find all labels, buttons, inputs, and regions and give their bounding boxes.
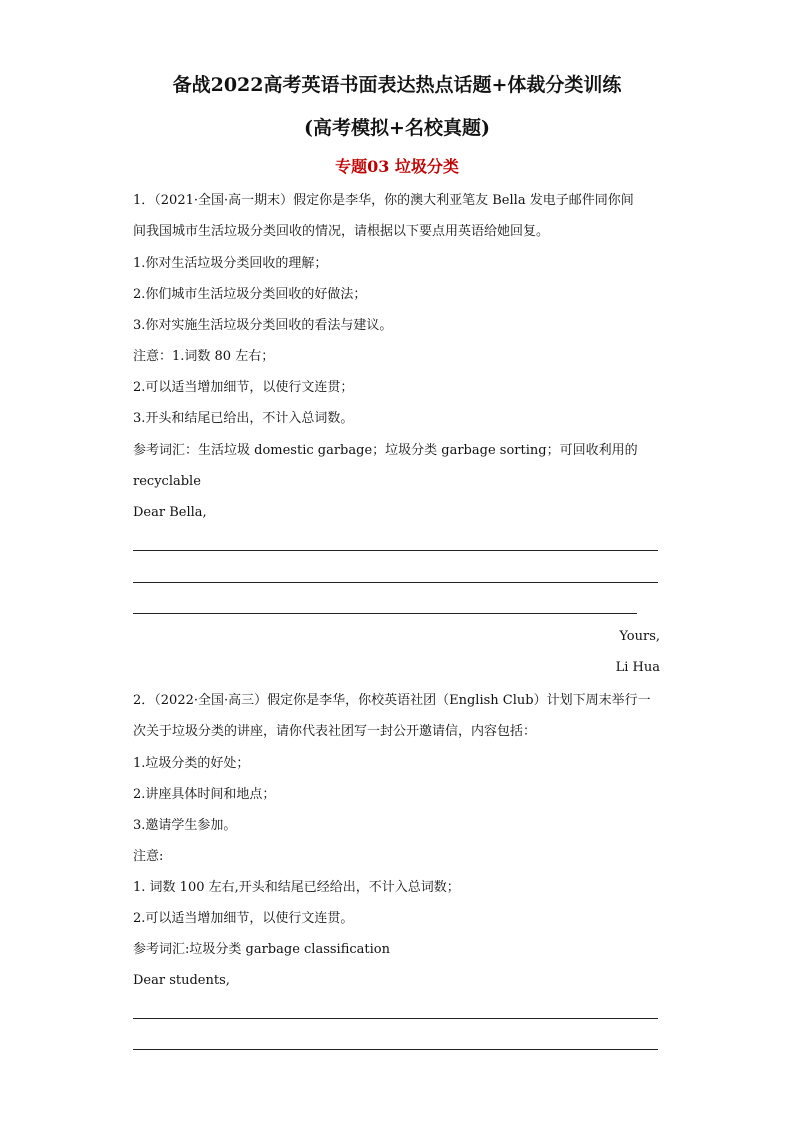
q1-prompt-line: 1．（2021·全国·高一期末）假定你是李华，你的澳大利亚笔友 Bella 发电子邮件同你间 (133, 193, 634, 208)
q2-note-1: 1. 词数 100 左右,开头和结尾已经给出，不计入总词数； (133, 880, 460, 895)
q2-vocab: 参考词汇:垃圾分类 garbage classification (133, 942, 390, 957)
q1-closing: Yours, (619, 629, 660, 644)
q1-prompt-line: 间我国城市生活垃圾分类回收的情况，请根据以下要点用英语给她回复。 (133, 224, 550, 239)
document-subtitle-source: (高考模拟+名校真题) (304, 117, 490, 139)
q2-prompt-line: 2．（2022·全国·高三）假定你是李华，你校英语社团（English Club）计划下周末举行一 (133, 693, 651, 708)
q1-note-1: 注意：1.词数 80 左右； (133, 349, 275, 364)
q2-answer-line-1[interactable] (133, 1018, 658, 1019)
q2-point-1: 1.垃圾分类的好处； (133, 756, 250, 771)
topic-heading: 专题03 垃圾分类 (335, 157, 459, 176)
document-title: 备战2022高考英语书面表达热点话题+体裁分类训练 (172, 74, 622, 96)
q1-answer-line-1[interactable] (133, 550, 658, 551)
q2-note-2: 2.可以适当增加细节，以使行文连贯。 (133, 911, 354, 926)
q1-point-3: 3.你对实施生活垃圾分类回收的看法与建议。 (133, 318, 393, 333)
q1-answer-line-2[interactable] (133, 582, 658, 583)
q2-point-3: 3.邀请学生参加。 (133, 818, 237, 833)
q2-salutation: Dear students, (133, 973, 230, 988)
q2-note-heading: 注意: (133, 849, 164, 864)
q1-vocab: 参考词汇：生活垃圾 domestic garbage；垃圾分类 garbage sorting；可回收利用的 (133, 443, 638, 458)
q1-answer-line-3[interactable] (133, 613, 637, 614)
q2-prompt-line: 次关于垃圾分类的讲座，请你代表社团写一封公开邀请信，内容包括： (133, 724, 537, 739)
q2-answer-line-2[interactable] (133, 1049, 658, 1050)
q1-point-2: 2.你们城市生活垃圾分类回收的好做法； (133, 287, 367, 302)
q1-point-1: 1.你对生活垃圾分类回收的理解； (133, 256, 328, 271)
q1-vocab-cont: recyclable (133, 474, 201, 489)
q1-note-3: 3.开头和结尾已给出，不计入总词数。 (133, 411, 354, 426)
q1-salutation: Dear Bella, (133, 505, 207, 520)
q1-signature: Li Hua (615, 660, 660, 675)
q1-note-2: 2.可以适当增加细节，以使行文连贯； (133, 380, 354, 395)
q2-point-2: 2.讲座具体时间和地点； (133, 787, 276, 802)
